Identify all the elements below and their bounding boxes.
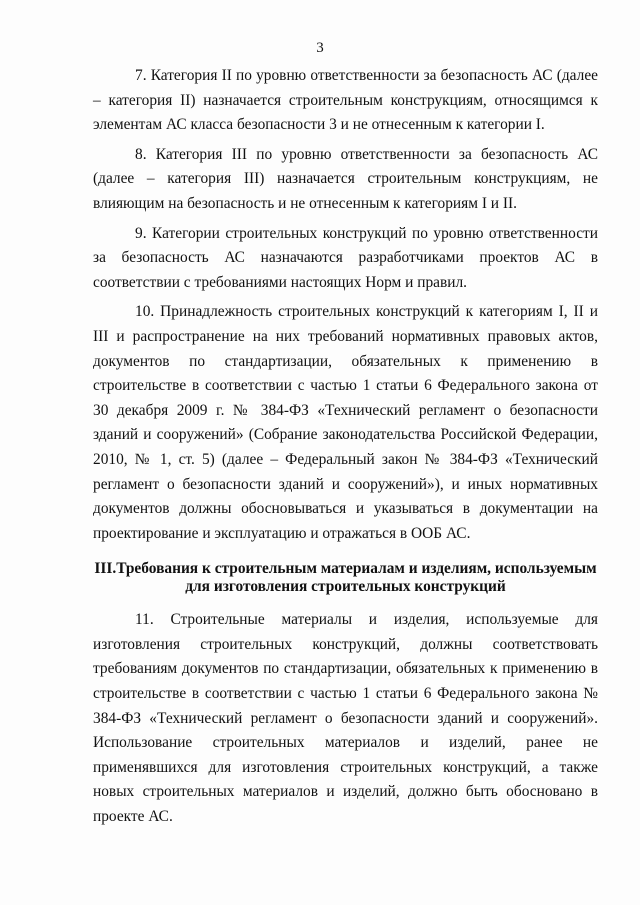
paragraph-7: 7. Категория II по уровню ответственности за безопасность АС (далее – категория II) назначается строительным конструкциям, относящимся к элементам АС класса безопасности 3 и не отнесенным к категории I. [93, 67, 598, 134]
section-heading-line-1: III.Требования к строительным материалам и изделиям, используемым [94, 560, 597, 578]
paragraph-10: 10. Принадлежность строительных конструкций к категориям I, II и III и распространение на них требований нормативных правовых актов, документов по стандартизации, обязательных к применению в строительстве в соответствии с частью 1 статьи 6 Федерального закона от 30 декабря 2009 г. № 384-ФЗ «Технический регламент о безопасности зданий и сооружений» (Собрание законодательства Российской Федерации, 2010, № 1, ст. 5) (далее – Федеральный закон № 384-ФЗ «Технический регламент о безопасности зданий и сооружений»), и иных нормативных документов должны обосновываться и указываться в документации на проектирование и эксплуатацию и отражаться в ООБ АС. [93, 303, 598, 542]
document-body [93, 64, 598, 835]
page-number: 3 [316, 40, 324, 56]
section-heading [93, 560, 598, 596]
paragraph-11: 11. Строительные материалы и изделия, используемые для изготовления строительных конструкций, должны соответствовать требованиям документов по стандартизации, обязательных к применению в строительстве в соответствии с частью 1 статьи 6 Федерального закона № 384-ФЗ «Технический регламент о безопасности зданий и сооружений». Использование строительных материалов и изделий, ранее не применявшихся для изготовления строительных конструкций, а также новых строительных материалов и изделий, должно быть обосновано в проекте АС. [93, 611, 598, 826]
section-heading-line-2: для изготовления строительных конструкций [185, 578, 506, 596]
paragraph-9: 9. Категории строительных конструкций по уровню ответственности за безопасность АС назначаются разработчиками проектов АС в соответствии с требованиями настоящих Норм и правил. [93, 224, 598, 291]
paragraph-8: 8. Категория III по уровню ответственности за безопасность АС (далее – категория III) назначается строительным конструкциям, не влияющим на безопасность и не отнесенным к категориям I и II. [93, 145, 598, 212]
